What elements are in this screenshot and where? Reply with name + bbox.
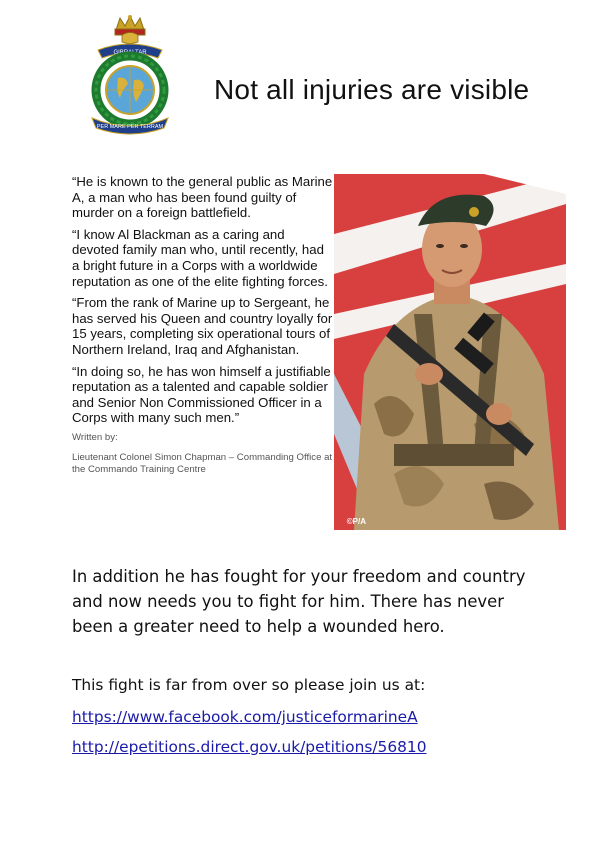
quote-paragraph: “From the rank of Marine up to Sergeant, he has served his Queen and country loyally for 15 years, completing six operational tours of Northern Ireland, Iraq and Afghanistan. [72,295,333,357]
petition-link[interactable]: http://epetitions.direct.gov.uk/petitions/56810 [72,738,427,756]
facebook-link[interactable]: https://www.facebook.com/justiceformarineA [72,708,418,726]
photo-credit: ©P/A [346,517,366,526]
appeal-text: In addition he has fought for your freedom and country and now needs you to fight for him. There has never been a greater need to help a wounded hero. [72,567,526,636]
soldier-photo-image [334,174,566,530]
crest-ribbon-bottom-text: PER MARE PER TERRAM [96,124,164,130]
crest-ribbon-top-text: GIBRALTAR [113,50,147,56]
quote-author: Lieutenant Colonel Simon Chapman – Commanding Office at the Commando Training Centre [72,451,333,475]
page-title: Not all injuries are visible [214,74,530,105]
quote-paragraph: “He is known to the general public as Marine A, a man who has been found guilty of murder on a foreign battlefield. [72,174,333,221]
royal-marines-crest [82,14,178,138]
quote-paragraph: “I know Al Blackman as a caring and devoted family man who, until recently, had a bright future in a Corps with a worldwide reputation as one of the elite fighting forces. [72,226,328,289]
quote-paragraph: “In doing so, he has won himself a justifiable reputation as a talented and capable soldier and Senior Non Commissioned Officer in a Corps with many such men.” [72,363,331,426]
crest-icon [82,14,178,138]
quote-block [72,174,334,482]
written-by-label: Written by: [72,431,118,443]
soldier-photo [334,174,566,530]
join-text: This fight is far from over so please join us at: [72,676,426,694]
